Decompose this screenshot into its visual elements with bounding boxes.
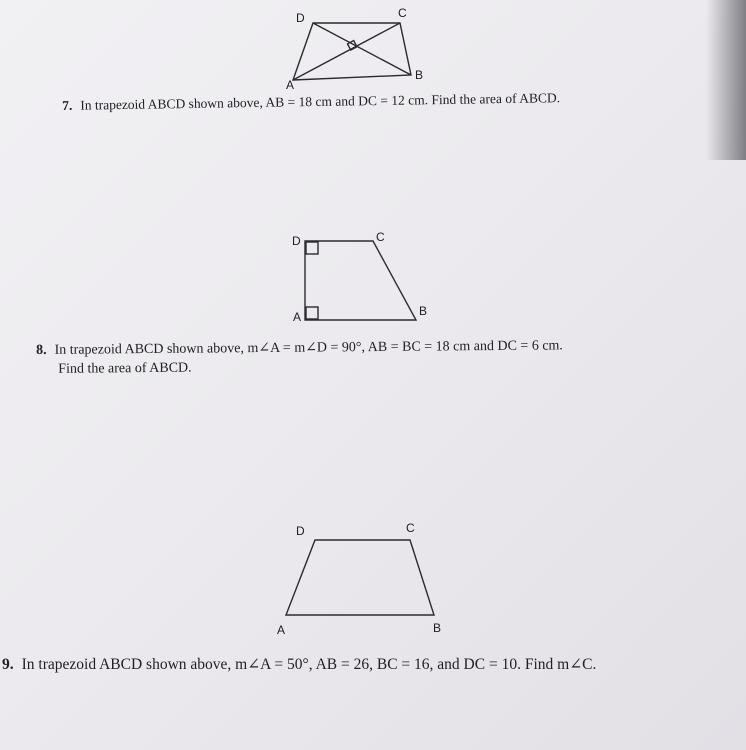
problem-8 [36,336,563,379]
trapezoid-figure-7 [293,23,411,80]
trapezoid-8-outline [305,241,416,320]
fig7-label-c: C [398,6,407,20]
fig8-label-a: A [293,310,302,324]
trapezoid-7-outline [293,23,411,80]
fig7-label-d: D [296,11,305,25]
fig9-label-d: D [296,524,305,538]
problem-7-number: 7. [62,97,73,113]
diagonal-ac [293,23,400,80]
fig9-label-b: B [433,621,442,635]
fig7-label-a: A [286,78,295,92]
fig7-label-b: B [415,68,424,82]
problem-8-text-line-1: In trapezoid ABCD shown above, m∠A = m∠D = 90°, AB = BC = 18 cm and DC = 6 cm. [54,338,563,358]
fig8-label-d: D [292,234,301,248]
trapezoid-figure-8 [305,241,416,320]
right-angle-marker-a [306,307,318,319]
problem-9 [2,655,596,674]
fig9-label-c: C [406,521,415,535]
fig8-label-b: B [419,304,428,318]
fig9-label-a: A [277,623,286,637]
problem-8-number: 8. [36,342,47,358]
right-angle-marker-d [306,242,318,254]
diagonal-bd [313,23,411,75]
problem-9-number: 9. [2,656,14,673]
trapezoid-figure-9 [286,540,434,615]
problem-7-text: In trapezoid ABCD shown above, AB = 18 cm and DC = 12 cm. Find the area of ABCD. [80,90,561,113]
problem-8-text-line-2: Find the area of ABCD. [58,360,192,377]
problem-9-text: In trapezoid ABCD shown above, m∠A = 50°, AB = 26, BC = 16, and DC = 10. Find m∠C. [21,656,597,673]
fig8-label-c: C [376,230,385,244]
trapezoid-9-outline [286,540,434,615]
